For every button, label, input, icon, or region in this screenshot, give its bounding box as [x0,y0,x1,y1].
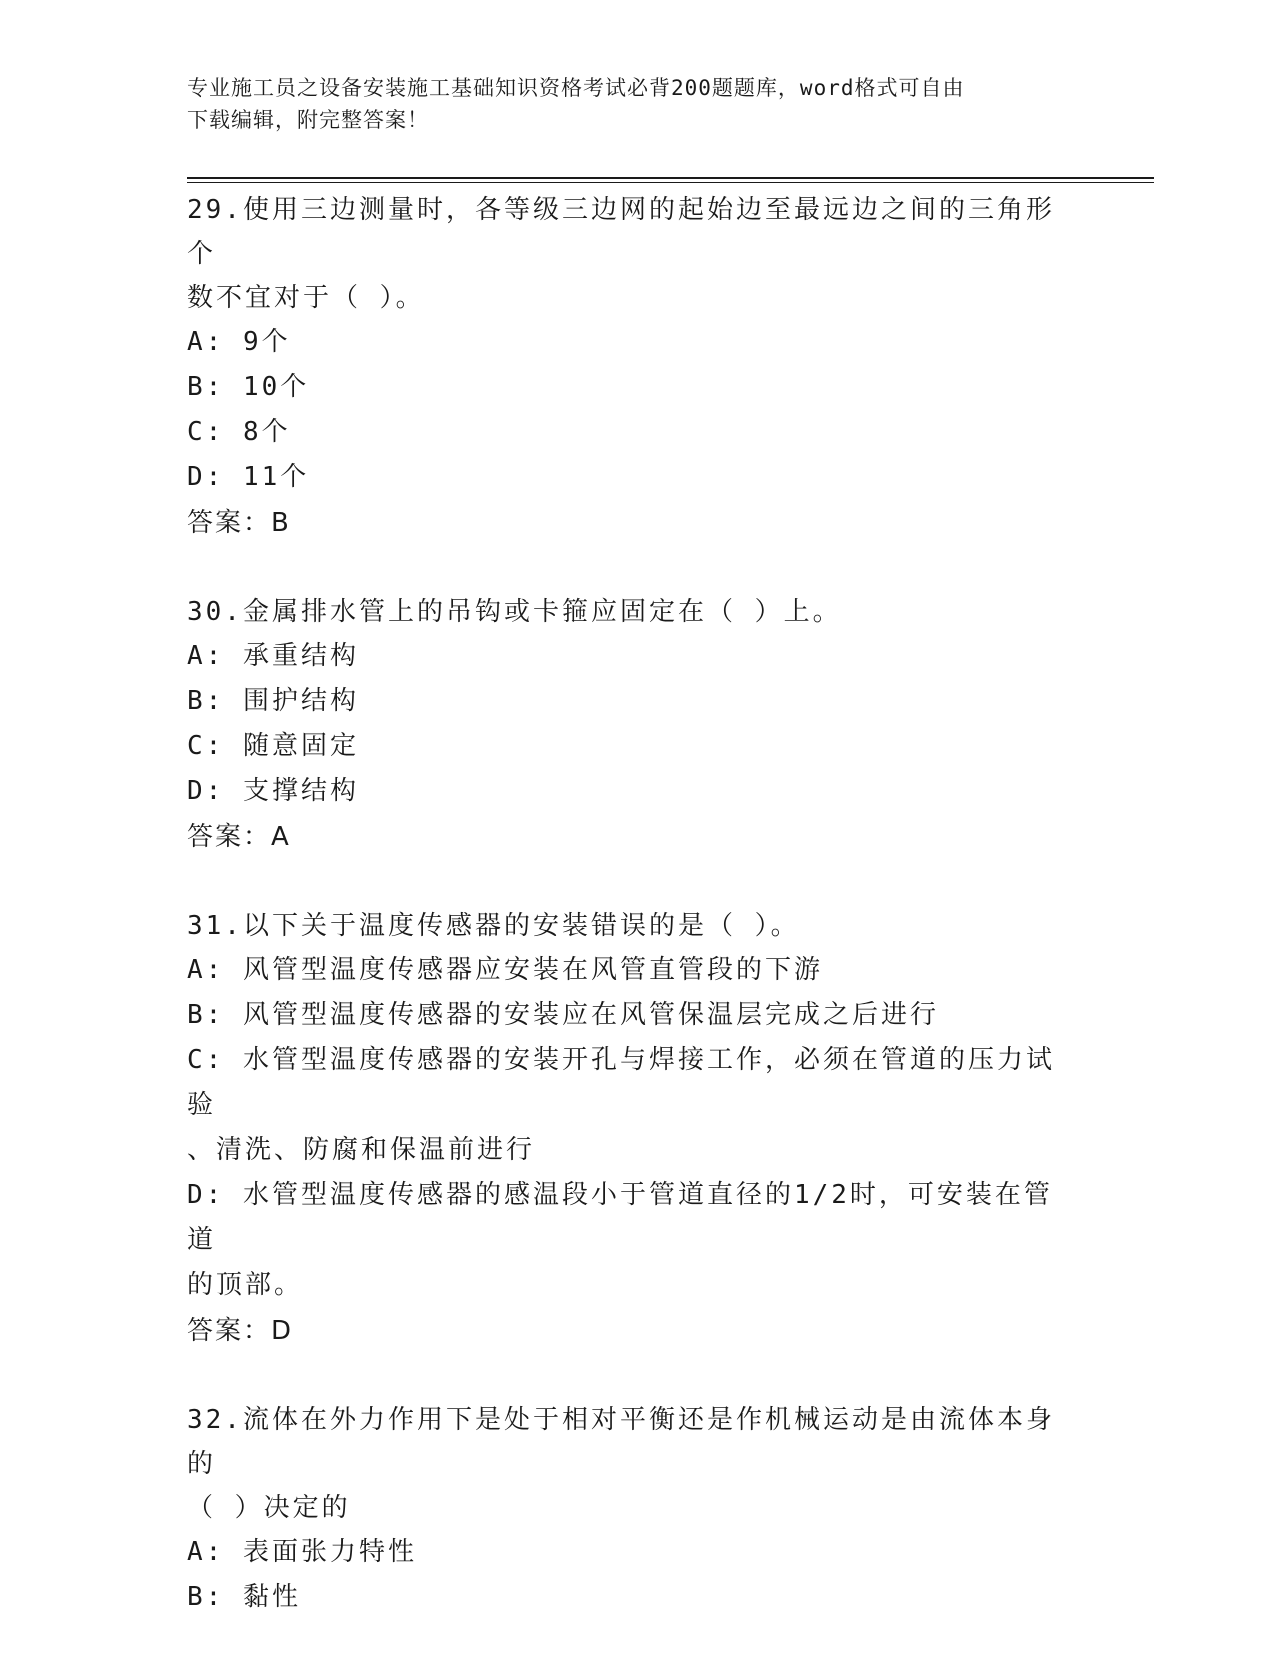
question-stem: 29.使用三边测量时，各等级三边网的起始边至最远边之间的三角形个 [187,195,1055,269]
option-b: B: 围护结构 [187,686,359,716]
header-divider-thin [187,182,1154,183]
question-stem: 31.以下关于温度传感器的安装错误的是（ ）。 [187,911,800,941]
option-d: D: 支撑结构 [187,776,359,806]
answer-label: 答案：A [187,822,291,852]
question-stem: 32.流体在外力作用下是处于相对平衡还是作机械运动是由流体本身的 [187,1405,1055,1479]
question-stem: 30.金属排水管上的吊钩或卡箍应固定在（ ）上。 [187,597,842,627]
question-stem-continued: 数不宜对于（ ）。 [187,283,425,313]
header-line-1: 专业施工员之设备安装施工基础知识资格考试必背200题题库，word格式可自由 [187,76,965,100]
option-d: D: 11个 [187,462,310,492]
option-c: C: 8个 [187,417,291,447]
option-c: C: 随意固定 [187,731,359,761]
option-b: B: 黏性 [187,1582,301,1612]
question-32 [187,1398,1067,1620]
header-divider-thick [187,177,1154,179]
option-b: B: 10个 [187,372,310,402]
answer-label: 答案：D [187,1316,294,1346]
document-header [187,72,1067,136]
question-list [187,188,1067,1664]
header-line-2: 下载编辑，附完整答案！ [187,108,429,132]
question-29 [187,188,1067,546]
answer-label: 答案：B [187,508,291,538]
option-a: A: 风管型温度传感器应安装在风管直管段的下游 [187,955,823,985]
option-c: C: 水管型温度传感器的安装开孔与焊接工作，必须在管道的压力试验 [187,1045,1055,1120]
option-d-continued: 的顶部。 [187,1270,304,1300]
option-a: A: 9个 [187,327,291,357]
option-a: A: 承重结构 [187,641,359,671]
option-d: D: 水管型温度传感器的感温段小于管道直径的1/2时，可安装在管道 [187,1180,1053,1255]
question-31 [187,904,1067,1354]
question-stem-continued: （ ）决定的 [187,1493,351,1523]
option-a: A: 表面张力特性 [187,1537,417,1567]
option-b: B: 风管型温度传感器的安装应在风管保温层完成之后进行 [187,1000,939,1030]
question-30 [187,590,1067,860]
option-c-continued: 、清洗、防腐和保温前进行 [187,1135,536,1165]
